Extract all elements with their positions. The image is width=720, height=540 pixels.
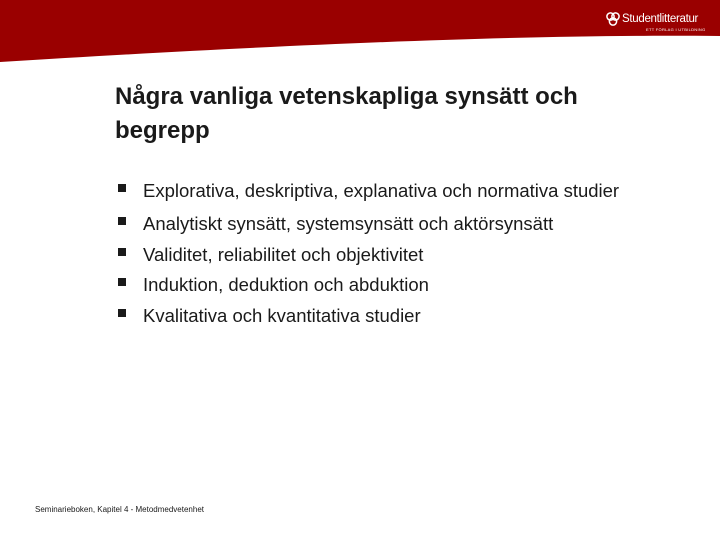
bullet-list xyxy=(115,177,675,331)
logo-subtext: ETT FÖRLAG I UTBILDNING xyxy=(646,27,706,32)
footer-text: Seminarieboken, Kapitel 4 - Metodmedvetenhet xyxy=(35,505,204,514)
bullet-text: Induktion, deduktion och abduktion xyxy=(143,274,429,295)
bullet-item xyxy=(115,270,675,301)
logo-text: Studentlitteratur xyxy=(622,13,699,25)
bullet-item xyxy=(115,209,675,240)
bullet-item xyxy=(115,177,675,205)
bullet-text: Kvalitativa och kvantitativa studier xyxy=(143,304,421,326)
studentlitteratur-logo xyxy=(606,11,710,35)
bullet-text: Analytiskt synsätt, systemsynsätt och aktörsynsätt xyxy=(143,213,554,234)
square-bullet-icon xyxy=(118,217,126,225)
bullet-item xyxy=(115,240,675,271)
studentlitteratur-logo-icon xyxy=(606,12,620,26)
square-bullet-icon xyxy=(118,309,126,317)
square-bullet-icon xyxy=(118,248,126,256)
bullet-text: Explorativa, deskriptiva, explanativa och normativa studier xyxy=(143,180,620,201)
slide-title: Några vanliga vetenskapliga synsätt och begrepp xyxy=(115,83,578,144)
square-bullet-icon xyxy=(118,278,126,286)
square-bullet-icon xyxy=(118,184,126,192)
bullet-item xyxy=(115,301,675,332)
bullet-text: Validitet, reliabilitet och objektivitet xyxy=(143,243,424,265)
